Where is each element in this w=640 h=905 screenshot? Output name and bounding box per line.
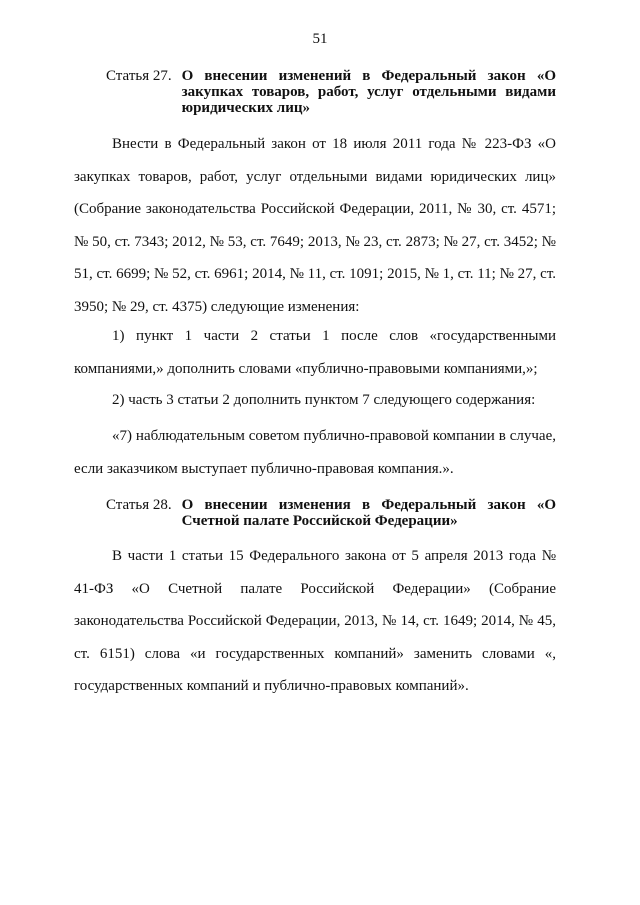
article-27-item-2: 2) часть 3 статьи 2 дополнить пунктом 7 следующего содержания: bbox=[112, 392, 536, 408]
article-28-label: Статья 28. bbox=[106, 497, 172, 513]
article-27-heading bbox=[106, 68, 556, 116]
article-27-item-1: 1) пункт 1 части 2 статьи 1 после слов «государственными компаниями,» дополнить словами «публично-правовыми компаниями,»; bbox=[74, 328, 556, 377]
article-28-heading bbox=[106, 497, 556, 529]
article-28-title: О внесении изменения в Федеральный закон «О Счетной палате Российской Федерации» bbox=[181, 497, 556, 529]
article-27-item-2-text: «7) наблюдательным советом публично-правовой компании в случае, если заказчиком выступает публично-правовая компания.». bbox=[74, 428, 556, 477]
article-27-label: Статья 27. bbox=[106, 68, 172, 84]
article-27-intro: Внести в Федеральный закон от 18 июля 2011 года № 223-ФЗ «О закупках товаров, работ, услуг отдельными видами юридических лиц» (Собрание законодательства Российской Федерации, 2011, № 30, ст. 4571; № 50, ст. 7343; 2012, № 53, ст. 7649; 2013, № 23, ст. 2873; № 27, ст. 3452; № 51, ст. 6699; № 52, ст. 6961; 2014, № 11, ст. 1091; 2015, № 1, ст. 11; № 27, ст. 3950; № 29, ст. 4375) следующие изменения: bbox=[74, 136, 556, 315]
page-number: 51 bbox=[312, 31, 328, 47]
article-28-text: В части 1 статьи 15 Федерального закона от 5 апреля 2013 года № 41-ФЗ «О Счетной палате Российской Федерации» (Собрание законодательства Российской Федерации, 2013, № 14, ст. 1649; 2014, № 45, ст. 6151) слова «и государственных компаний» заменить словами «, государственных компаний и публично-правовых компаний». bbox=[74, 548, 556, 694]
article-27-title: О внесении изменений в Федеральный закон «О закупках товаров, работ, услуг отдельными видами юридических лиц» bbox=[181, 68, 556, 116]
